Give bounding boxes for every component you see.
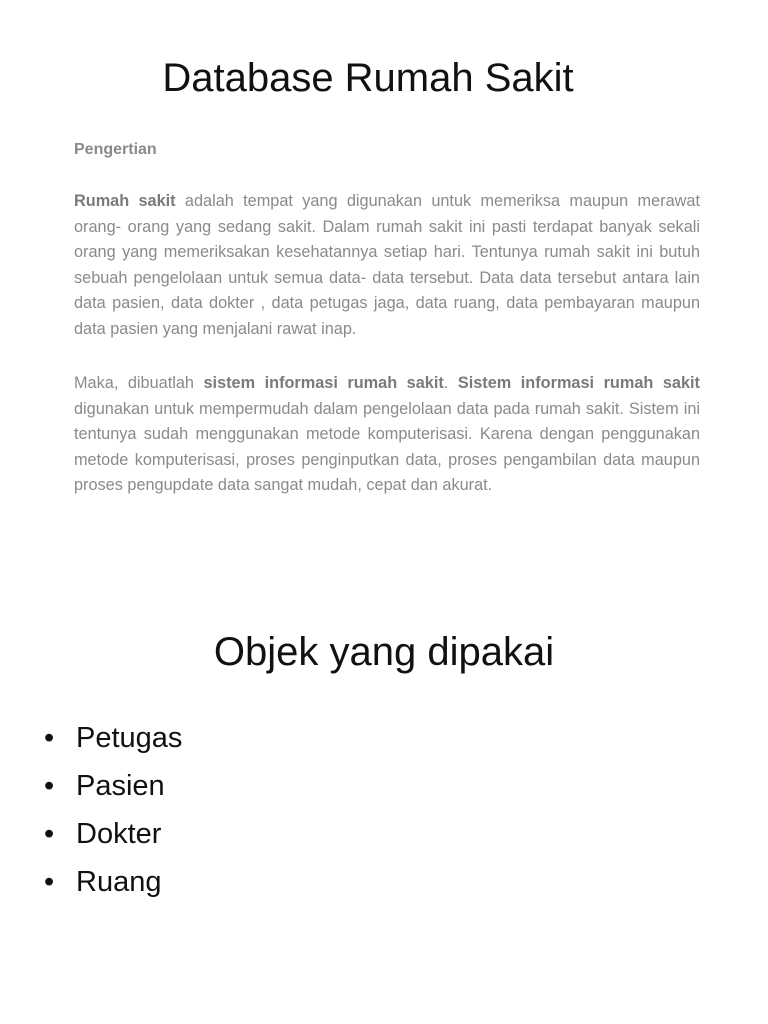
paragraph-text: Maka, dibuatlah [74,374,204,392]
list-item [44,714,182,762]
paragraph-text: digunakan untuk mempermudah dalam pengelolaan data pada rumah sakit. Sistem ini tentunya sudah menggunakan metode komputerisasi. Karena dengan penggunakan metode komputerisasi, proses penginputkan data, proses pengambilan data maupun proses pengupdate data sangat mudah, cepat dan akurat. [74,399,700,495]
paragraph-text: . [443,374,458,392]
list-item-label: Petugas [76,722,183,754]
list-item-label: Ruang [76,866,162,898]
bullet-icon: • [44,866,55,898]
paragraph-definition [74,189,700,343]
list-item-label: Pasien [76,770,165,802]
paragraph-system-info [74,371,700,499]
paragraph-text: adalah tempat yang digunakan untuk memeriksa maupun merawat orang- orang yang sedang sakit. Dalam rumah sakit ini pasti terdapat banyak sekali orang yang memeriksakan kesehatannya setiap hari. Tentunya rumah sakit ini butuh sebuah pengelolaan untuk semua data- data tersebut. Data data tersebut antara lain data pasien, data dokter , data petugas jaga, data ruang, data pembayaran maupun data pasien yang menjalani rawat inap. [74,192,700,338]
paragraph-bold-term: sistem informasi rumah sakit [203,374,444,392]
section-subtitle: Objek yang dipakai [213,630,555,674]
page-title: Database Rumah Sakit [162,56,574,100]
list-item-label: Dokter [76,818,162,850]
list-item [44,858,182,906]
bullet-icon: • [44,722,55,754]
section-label: Pengertian [74,141,157,158]
object-list [44,714,182,906]
paragraph-bold-term: Sistem informasi rumah sakit [457,374,700,392]
bullet-icon: • [44,818,55,850]
paragraph-bold-term: Rumah sakit [74,192,176,210]
list-item [44,762,182,810]
list-item [44,810,182,858]
bullet-icon: • [44,770,55,802]
